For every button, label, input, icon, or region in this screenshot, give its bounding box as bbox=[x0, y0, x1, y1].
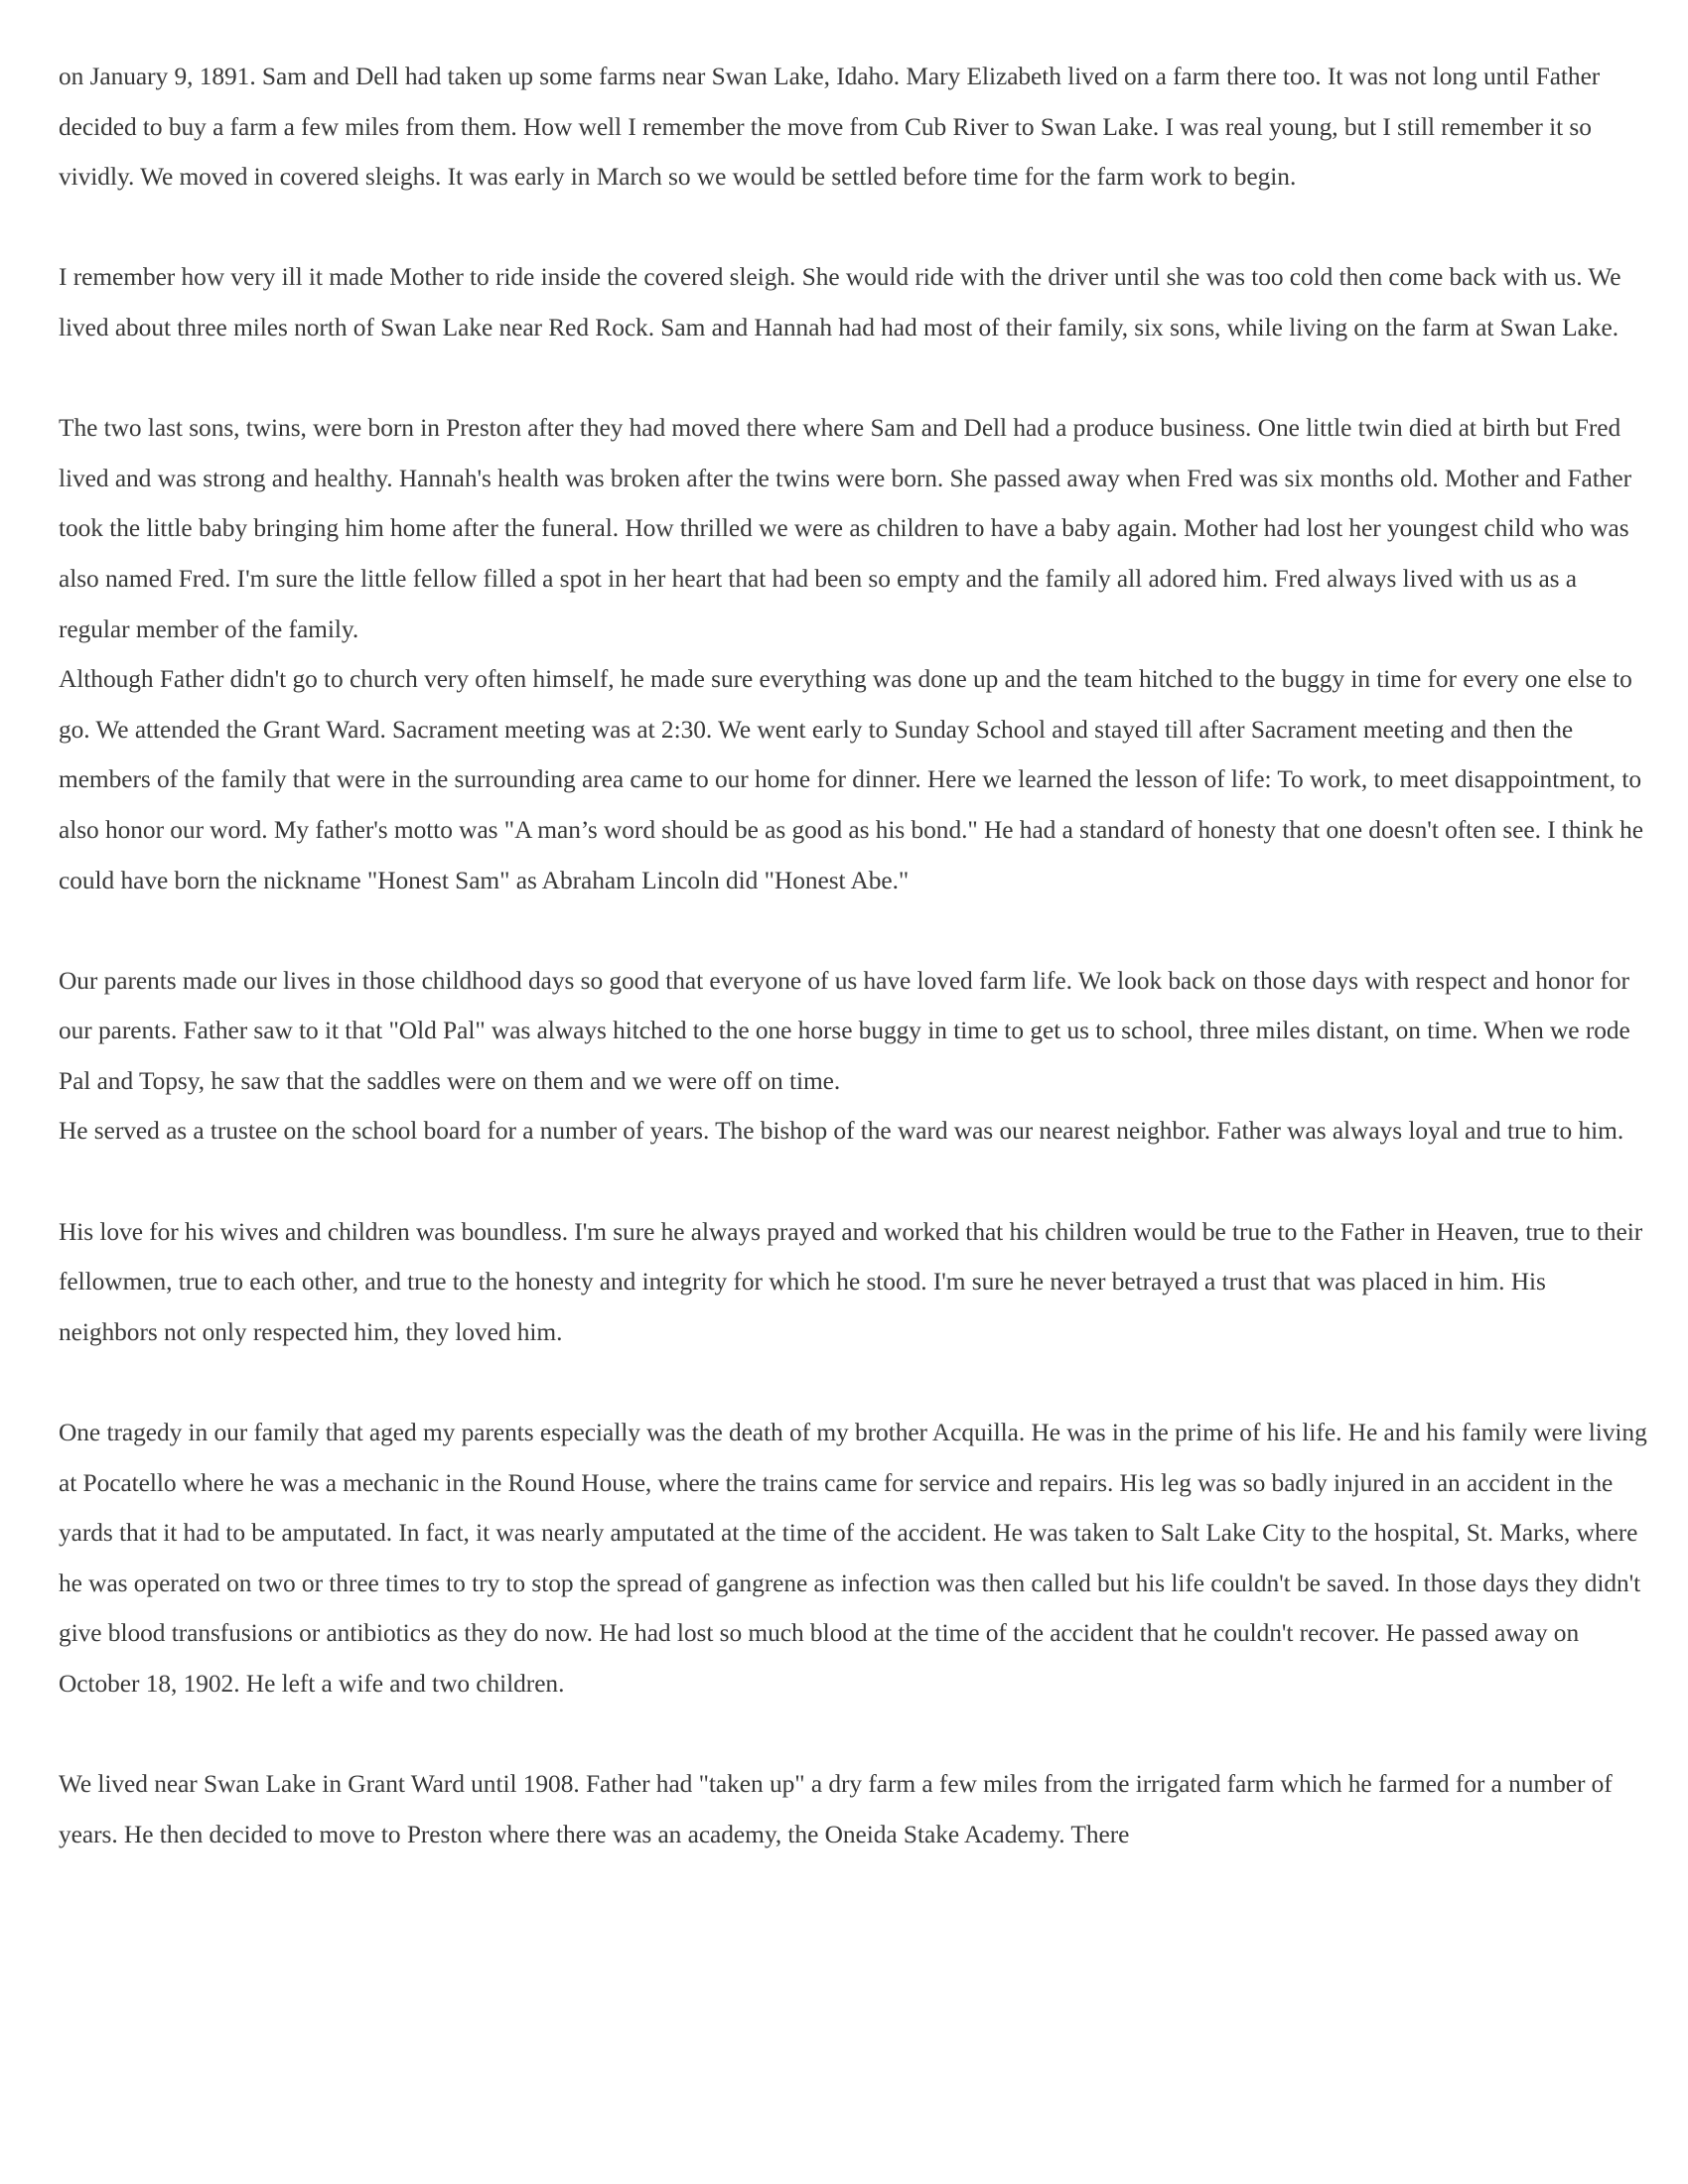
paragraph-move-to-swan-lake: on January 9, 1891. Sam and Dell had taken up some farms near Swan Lake, Idaho. Mary Elizabeth lived on a farm there too. It was not long until Father decided to buy a farm a few miles from them. How well I remember the move from Cub River to Swan Lake. I was real young, but I still remember it so vividly. We moved in covered sleighs. It was early in March so we would be settled before time for the farm work to begin. bbox=[59, 63, 1601, 192]
paragraph-move-to-preston: We lived near Swan Lake in Grant Ward until 1908. Father had "taken up" a dry farm a few miles from the irrigated farm which he farmed for a number of years. He then decided to move to Preston where there was an academy, the Oneida Stake Academy. There bbox=[59, 1770, 1613, 1848]
paragraph-acquilla-tragedy: One tragedy in our family that aged my parents especially was the death of my brother Acquilla. He was in the prime of his life. He and his family were living at Pocatello where he was a mechanic in the Round House, where the trains came for service and repairs. His leg was so badly injured in an accident in the yards that it had to be amputated. In fact, it was nearly amputated at the time of the accident. He was taken to Salt Lake City to the hospital, St. Marks, where he was operated on two or three times to try to stop the spread of gangrene as infection was then called but his life couldn't be saved. In those days they didn't give blood transfusions or antibiotics as they do now. He had lost so much blood at the time of the accident that he couldn't recover. He passed away on October 18, 1902. He left a wife and two children. bbox=[59, 1419, 1647, 1698]
paragraph-love-for-family: His love for his wives and children was boundless. I'm sure he always prayed and worked that his children would be true to the Father in Heaven, true to their fellowmen, true to each other, and true to the honesty and integrity for which he stood. I'm sure he never betrayed a trust that was placed in him. His neighbors not only respected him, they loved him. bbox=[59, 1217, 1643, 1346]
paragraph-covered-sleigh: I remember how very ill it made Mother to ride inside the covered sleigh. She would ride with the driver until she was too cold then come back with us. We lived about three miles north of Swan Lake near Red Rock. Sam and Hannah had had most of their family, six sons, while living on the farm at Swan Lake. bbox=[59, 263, 1621, 341]
paragraph-twins-fred: The two last sons, twins, were born in Preston after they had moved there where Sam and Dell had a produce business. One little twin died at birth but Fred lived and was strong and healthy. Hannah's health was broken after the twins were born. She passed away when Fred was six months old. Mother and Father took the little baby bringing him home after the funeral. How thrilled we were as children to have a baby again. Mother had lost her youngest child who was also named Fred. I'm sure the little fellow filled a spot in her heart that had been so empty and the family all adored him. Fred always lived with us as a regular member of the family. bbox=[59, 414, 1632, 643]
paragraph-school-board: He served as a trustee on the school board for a number of years. The bishop of the ward was our nearest neighbor. Father was always loyal and true to him. bbox=[59, 1117, 1624, 1146]
document-page bbox=[59, 52, 1647, 1859]
paragraph-farm-life: Our parents made our lives in those childhood days so good that everyone of us have loved farm life. We look back on those days with respect and honor for our parents. Father saw to it that "Old Pal" was always hitched to the one horse buggy in time to get us to school, three miles distant, on time. When we rode Pal and Topsy, he saw that the saddles were on them and we were off on time. bbox=[59, 966, 1630, 1095]
paragraph-church-honesty: Although Father didn't go to church very often himself, he made sure everything was done up and the team hitched to the buggy in time for every one else to go. We attended the Grant Ward. Sacrament meeting was at 2:30. We went early to Sunday School and stayed till after Sacrament meeting and then the members of the family that were in the surrounding area came to our home for dinner. Here we learned the lesson of life: To work, to meet disappointment, to also honor our word. My father's motto was "A man’s word should be as good as his bond." He had a standard of honesty that one doesn't often see. I think he could have born the nickname "Honest Sam" as Abraham Lincoln did "Honest Abe." bbox=[59, 665, 1644, 894]
